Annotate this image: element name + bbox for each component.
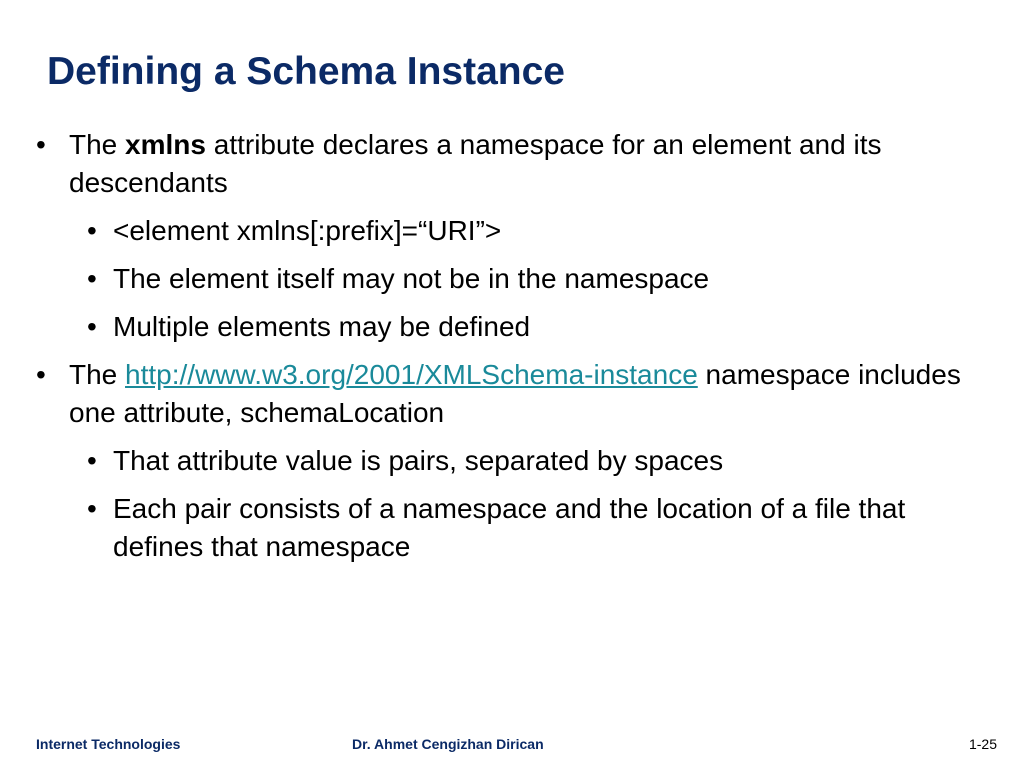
bullet-marker: •	[36, 129, 46, 160]
sub-bullet-text: Multiple elements may be defined	[113, 311, 531, 342]
sub-bullet-element-syntax	[87, 212, 983, 250]
footer-course: Internet Technologies	[36, 736, 181, 752]
sub-bullet-text: The element itself may not be in the namespace	[113, 263, 710, 294]
sub-bullet-text: <element xmlns[:prefix]=“URI”>	[113, 215, 502, 246]
bullet-text-suffix: attribute declares a namespace for an element and its descendants	[69, 129, 882, 198]
sub-bullet-element-namespace	[87, 260, 983, 298]
sub-bullet-marker: •	[87, 445, 97, 476]
sub-bullet-marker: •	[87, 311, 97, 342]
bullet-schema-instance	[36, 356, 969, 432]
sub-bullet-marker: •	[87, 263, 97, 294]
slide-content	[0, 126, 1024, 566]
bullet-text-prefix: The	[69, 359, 126, 390]
sub-bullet-marker: •	[87, 493, 97, 524]
sub-bullet-attribute-pairs	[87, 442, 983, 480]
bullet-text-suffix: namespace includes one attribute, schemaLocation	[69, 359, 961, 428]
sub-bullet-pair-definition	[87, 490, 983, 566]
bullet-text-prefix: The	[69, 129, 126, 160]
schema-instance-link[interactable]: http://www.w3.org/2001/XMLSchema-instance	[125, 359, 698, 390]
footer-slide-number: 1-25	[968, 736, 997, 752]
sub-bullet-text: Each pair consists of a namespace and the location of a file that defines that namespace	[113, 493, 906, 562]
sub-bullet-multiple-elements	[87, 308, 983, 346]
footer-author: Dr. Ahmet Cengizhan Dirican	[352, 736, 544, 752]
bullet-marker: •	[36, 359, 46, 390]
slide-title: Defining a Schema Instance	[47, 50, 565, 93]
bullet-xmlns	[36, 126, 969, 202]
bullet-keyword-xmlns: xmlns	[125, 129, 206, 160]
sub-bullet-text: That attribute value is pairs, separated by spaces	[113, 445, 724, 476]
sub-bullet-marker: •	[87, 215, 97, 246]
